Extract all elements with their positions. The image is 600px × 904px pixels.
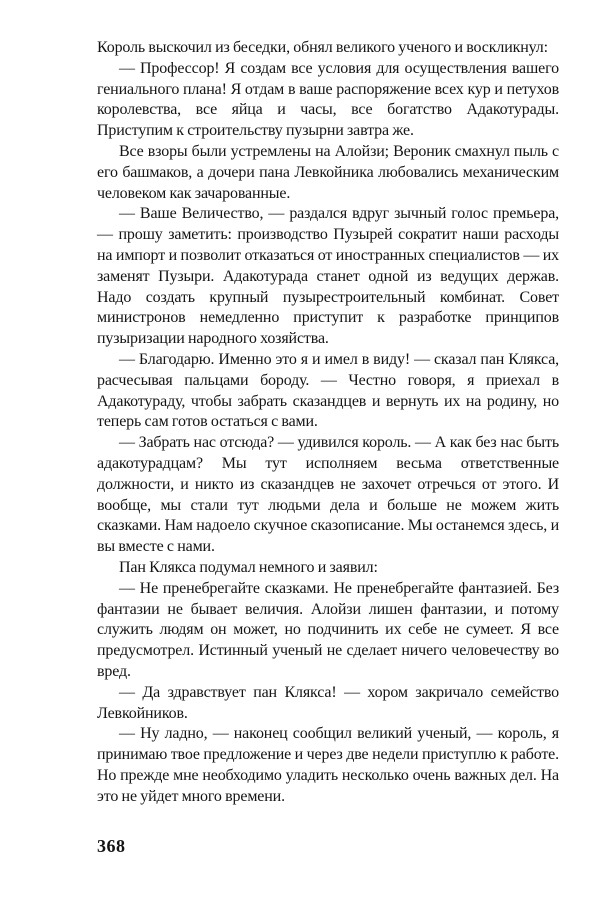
paragraph-1: Король выскочил из беседки, обнял великого ученого и воскликнул:	[97, 39, 548, 56]
paragraph-9: — Да здравствует пан Клякса! — хором закричало семейство Левкойников.	[97, 683, 559, 722]
paragraph-6: — Забрать нас отсюда? — удивился король. — А как без нас быть адакотурадцам? Мы тут исполняем весьма ответственные должности, и никто из сказандцев не захочет отречься от этого. И вообще, мы стали тут людьми дела и больше не можем жить сказками. Нам надоело скучное сказописание. Мы останемся здесь, и вы вместе с нами.	[97, 434, 559, 556]
paragraph-5: — Благодарю. Именно это я и имел в виду! — сказал пан Клякса, расчесывая пальцами бороду. — Честно говоря, я приехал в Адакотураду, чтобы забрать сказандцев и вернуть их на родину, но теперь сам готов остаться с вами.	[97, 350, 559, 431]
paragraph-10: — Ну ладно, — наконец сообщил великий ученый, — король, я принимаю твое предложение и через две недели приступлю к работе. Но прежде мне необходимо уладить несколько очень важных дел. На это не уйдет много времени.	[97, 725, 559, 805]
paragraph-3: Все взоры были устремлены на Алойзи; Вероник смахнул пыль с его башмаков, а дочери пана Левкойника любовались механическим человеком как зачарованные.	[97, 142, 559, 202]
paragraph-7: Пан Клякса подумал немного и заявил:	[119, 558, 378, 576]
page-body	[97, 38, 559, 807]
page-number: 368	[97, 836, 126, 856]
paragraph-2: — Профессор! Я создам все условия для осуществления вашего гениального плана! Я отдам в ваше распоряжение всех кур и петухов королевства, все яйца и часы, все богатство Адакотурады. Приступим к строительству пузырни завтра же.	[97, 59, 559, 140]
paragraph-4: — Ваше Величество, — раздался вдруг зычный голос премьера, — прошу заметить: производство Пузырей сократит наши расходы на импорт и позволит отказаться от иностранных специалистов — их заменят Пузыри. Адакотурада станет одной из ведущих держав. Надо создать крупный пузырестроительный комбинат. Совет министронов немедленно приступит к разработке принципов пузыризации народного хозяйства.	[97, 205, 559, 348]
paragraph-8: — Не пренебрегайте сказками. Не пренебрегайте фантазией. Без фантазии не бывает величия. Алойзи лишен фантазии, и потому служить людям он может, но подчинить их себе не сумеет. Я все предусмотрел. Истинный ученый не сделает ничего человечеству во вред.	[97, 579, 559, 680]
